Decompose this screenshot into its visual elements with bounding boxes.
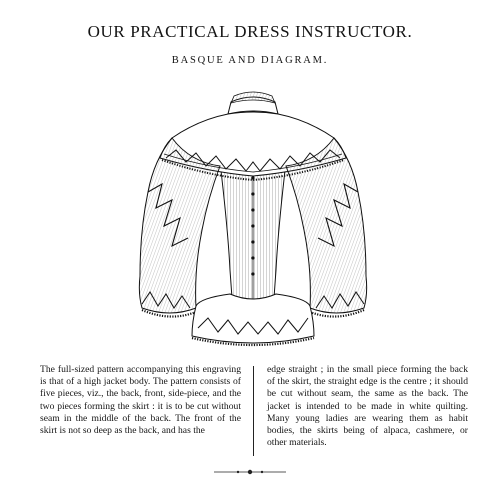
page-subtitle: BASQUE AND DIAGRAM. — [171, 55, 329, 66]
article-column-right: edge straight ; in the small piece forming the back of the skirt, the straight edge is the centre ; it should be cut without seam, the same as the back. The jacket is intended to be made in white quilting. Many young ladies are wearing them as habit bodies, the skirts being of alpaca, cashmere, or other materials. — [267, 364, 468, 449]
page-title: OUR PRACTICAL DRESS INSTRUCTOR. — [87, 22, 413, 41]
article-text — [40, 364, 470, 460]
article-column-left: The full-sized pattern accompanying this engraving is that of a high jacket body. The pattern consists of five pieces, viz., the back, front, side-piece, and the two pieces forming the skirt : it is to be cut without seam in the middle of the back. The front of the skirt is not so deep as the back, and has the — [40, 364, 241, 437]
rule-ornament-icon — [210, 467, 290, 477]
jacket-engraving-icon — [128, 80, 378, 352]
column-divider — [253, 366, 254, 456]
